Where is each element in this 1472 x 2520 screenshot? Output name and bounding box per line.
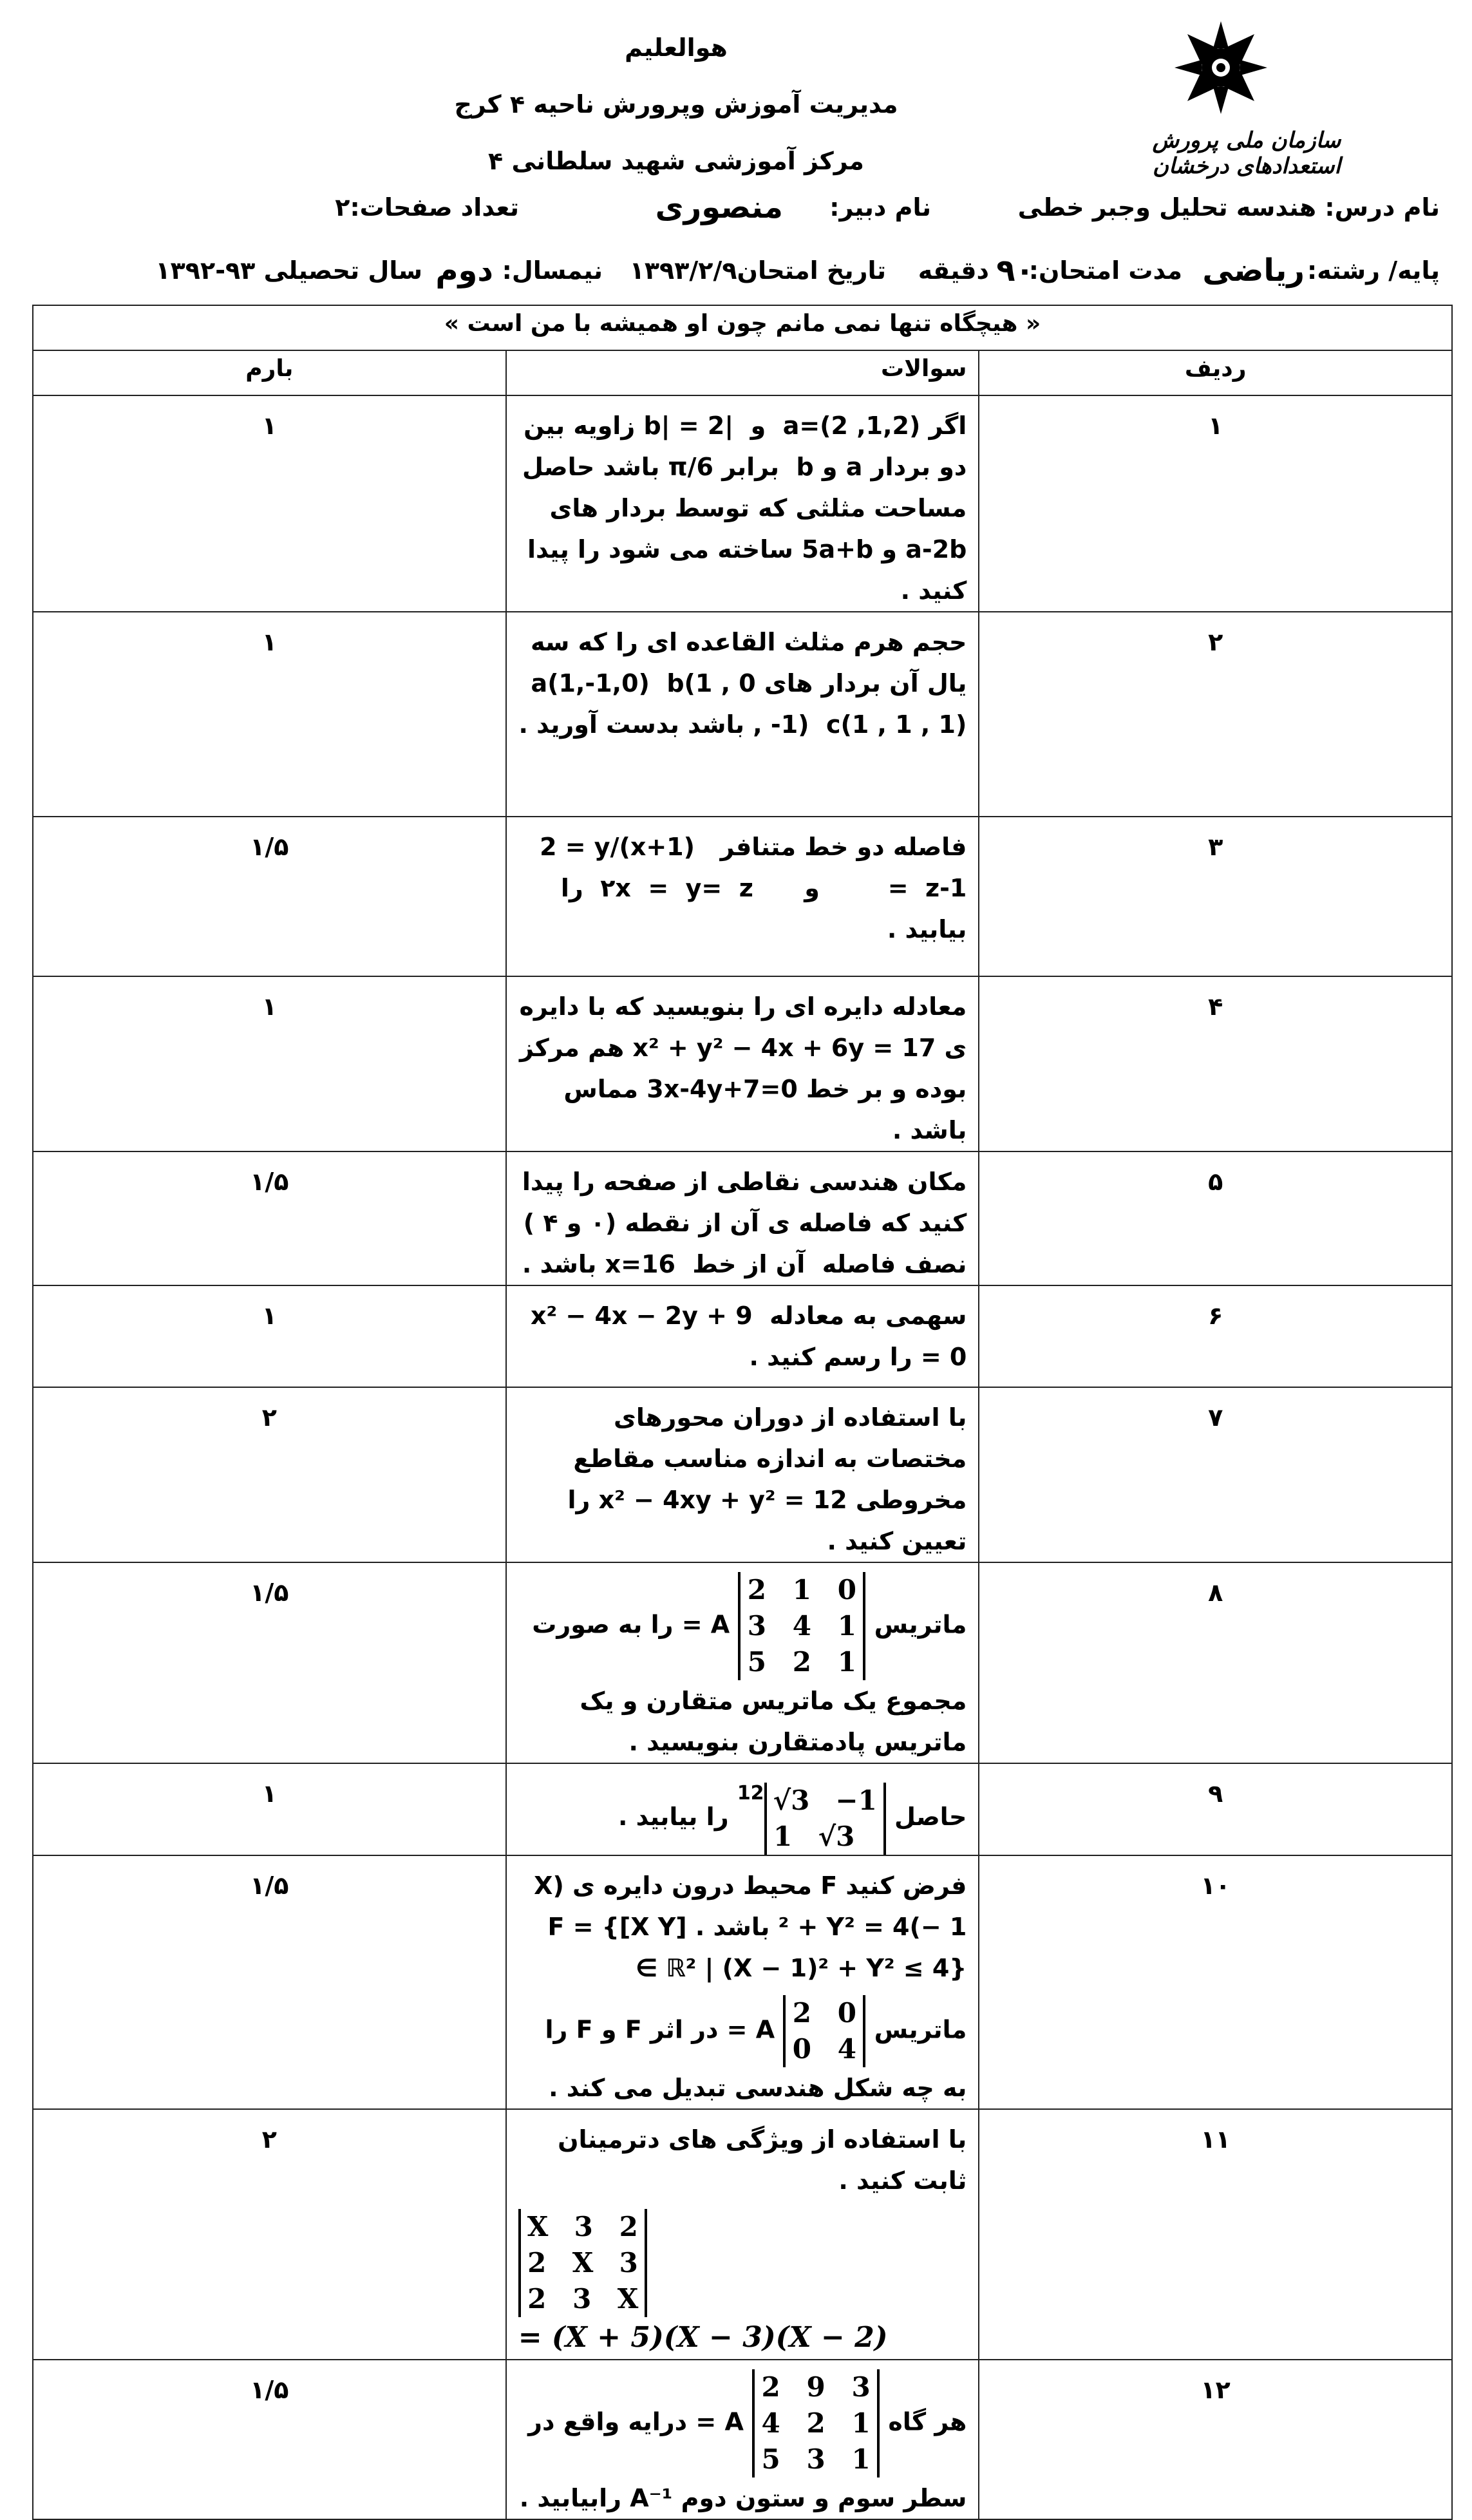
matrix-cell: √3 <box>773 1784 810 1816</box>
matrix-cell: 1 <box>837 1610 857 1642</box>
matrix-cell: 0 <box>837 1574 857 1606</box>
matrix-cell: 2 <box>761 2371 780 2403</box>
question-row <box>33 1151 1452 1285</box>
matrix-exponent: 12 <box>737 1782 764 1805</box>
matrix-a <box>752 2369 880 2477</box>
question-content <box>506 1855 979 2109</box>
teacher-name: منصوری <box>655 189 783 225</box>
question-score: ۲ <box>33 1387 506 1562</box>
matrix-cell: 5 <box>761 2443 780 2475</box>
teacher-label: نام دبیر: <box>829 193 931 222</box>
matrix-cell: 2 <box>527 2282 547 2315</box>
matrix-cell: 3 <box>851 2371 871 2403</box>
question-number: ۲ <box>979 612 1452 817</box>
question-number: ۹ <box>979 1763 1452 1855</box>
question-row <box>33 1387 1452 1562</box>
col-question-header: سوالات <box>506 350 979 395</box>
motto: « هیچگاه تنها نمی مانم چون او همیشه با من است » <box>33 305 1452 350</box>
matrix-cell: 2 <box>792 1996 812 2029</box>
matrix-cell: 2 <box>527 2246 547 2278</box>
question-text: ماتریس <box>874 1610 967 1639</box>
matrix-a <box>783 1995 865 2067</box>
duration-unit: دقیقه <box>918 256 989 285</box>
question-number: ۸ <box>979 1562 1452 1763</box>
question-number: ۱۱ <box>979 2109 1452 2360</box>
matrix-cell: 2 <box>619 2210 638 2242</box>
question-number: ۱۲ <box>979 2360 1452 2519</box>
duration-label: مدت امتحان: <box>1028 256 1182 285</box>
semester-label: نیمسال: <box>502 256 603 285</box>
matrix-cell: 1 <box>773 1820 793 1852</box>
semester-value: دوم <box>435 252 493 289</box>
course-label: نام درس: هندسه تحلیل وجبر خطی <box>1017 193 1440 222</box>
matrix-cell: 0 <box>792 2032 812 2065</box>
question-row <box>33 1855 1452 2109</box>
question-text: A = درایه واقع در سطر سوم و ستون دوم A⁻¹ رابیابید . <box>519 2407 967 2512</box>
matrix-cell: 0 <box>837 1996 857 2029</box>
columns-header-row <box>33 350 1452 395</box>
question-score: ۱ <box>33 976 506 1151</box>
determinant <box>518 2209 648 2317</box>
question-row <box>33 1285 1452 1387</box>
question-score: ۱/۵ <box>33 1562 506 1763</box>
organization-logo <box>1105 19 1388 179</box>
matrix-cell: X <box>617 2282 639 2315</box>
question-text: اگر a=(2 ,1,2) و |b| = 2 زاویه بین دو بردار a و b برابر π/6 باشد حاصل مساحت مثلثی که توسط بردار های a-2b و 5a+b ساخته می شود را پیدا کنید . <box>506 395 979 612</box>
header-titles <box>386 19 966 189</box>
matrix-cell: 3 <box>747 1610 767 1642</box>
matrix-cell: 3 <box>574 2210 593 2242</box>
matrix-cell: 2 <box>806 2407 826 2439</box>
grade-label: پایه/ رشته: <box>1307 256 1440 285</box>
matrix-cell: −1 <box>835 1784 877 1816</box>
matrix-cell: X <box>527 2210 549 2242</box>
matrix-cell: 3 <box>806 2443 826 2475</box>
info-row-course <box>64 189 1440 232</box>
question-text: فرض کنید F محیط درون دایره ی (X − 1)² + Y² = 4 باشد . F = {[X Y] ∈ ℝ² | (X − 1)² + Y² ≤ 4} <box>534 1871 967 1982</box>
matrix-cell: 3 <box>619 2246 638 2278</box>
questions-table <box>32 305 1453 2520</box>
question-text: سهمی به معادله x² − 4x − 2y + 9 = 0 را رسم کنید . <box>506 1285 979 1387</box>
header-line3: مرکز آموزشی شهید سلطانی ۴ <box>488 147 864 175</box>
question-text: حجم هرم مثلث القاعده ای را که سه یال آن بردار های a(1,-1,0) b(1 , 0 , -1) c(1 , 1 , 1) باشد بدست آورید . <box>506 612 979 817</box>
question-row <box>33 817 1452 976</box>
header-line2: مدیریت آموزش وپرورش ناحیه ۴ کرج <box>454 90 898 118</box>
question-row <box>33 2360 1452 2519</box>
matrix-cell: 9 <box>806 2371 826 2403</box>
question-row <box>33 976 1452 1151</box>
question-text: معادله دایره ای را بنویسید که با دایره ی x² + y² − 4x + 6y = 17 هم مرکز بوده و بر خط 3x-4y+7=0 مماس باشد . <box>506 976 979 1151</box>
school-year: سال تحصیلی ۹۳-۱۳۹۲ <box>155 256 422 285</box>
question-row <box>33 612 1452 817</box>
question-number: ۵ <box>979 1151 1452 1285</box>
question-text: مکان هندسی نقاطی از صفحه را پیدا کنید که فاصله ی آن از نقطه (۰ و ۴ ) نصف فاصله آن از خط x=16 باشد . <box>506 1151 979 1285</box>
question-text: با استفاده از ویژگی های دترمینان ثابت کنید . <box>558 2125 967 2195</box>
question-row <box>33 1763 1452 1855</box>
exam-date: تاریخ امتحان۱۳۹۳/۲/۹ <box>629 256 886 285</box>
question-score: ۱ <box>33 395 506 612</box>
question-score: ۱/۵ <box>33 1855 506 2109</box>
question-text: ماتریس <box>874 2015 967 2043</box>
col-score-header: بارم <box>33 350 506 395</box>
question-row <box>33 395 1452 612</box>
matrix-cell: 4 <box>761 2407 780 2439</box>
question-content <box>506 2360 979 2519</box>
question-number: ۱ <box>979 395 1452 612</box>
matrix-cell: 4 <box>792 1610 812 1642</box>
motto-row <box>33 305 1452 350</box>
header-line1: هوالعلیم <box>625 33 728 62</box>
matrix-cell: 4 <box>837 2032 857 2065</box>
question-text: حاصل <box>894 1803 967 1831</box>
question-number: ۴ <box>979 976 1452 1151</box>
matrix-cell: √3 <box>818 1820 855 1852</box>
question-number: ۱۰ <box>979 1855 1452 2109</box>
question-number: ۶ <box>979 1285 1452 1387</box>
info-row-exam <box>64 252 1440 295</box>
question-text: فاصله دو خط متنافر (x+1)/2 = y = z-1 و ۲x = y= z را بیابید . <box>506 817 979 976</box>
matrix-a <box>738 1572 865 1680</box>
matrix-cell: 5 <box>747 1646 767 1678</box>
question-score: ۲ <box>33 2109 506 2360</box>
question-text: با استفاده از دوران محورهای مختصات به اندازه مناسب مقاطع مخروطی x² − 4xy + y² = 12 را تعیین کنید . <box>506 1387 979 1562</box>
question-score: ۱/۵ <box>33 817 506 976</box>
matrix-cell: X <box>572 2246 594 2278</box>
question-row <box>33 2109 1452 2360</box>
determinant-rhs: = (X + 5)(X − 3)(X − 2) <box>518 2320 888 2354</box>
question-number: ۳ <box>979 817 1452 976</box>
question-score: ۱ <box>33 612 506 817</box>
duration-value: ۹۰ <box>996 252 1034 289</box>
question-content <box>506 1763 979 1855</box>
matrix-cell: 2 <box>747 1574 767 1606</box>
question-score: ۱/۵ <box>33 2360 506 2519</box>
pages-label: تعداد صفحات:۲ <box>335 193 519 222</box>
question-text: هر گاه <box>888 2407 967 2436</box>
grade-value: ریاضی <box>1202 252 1305 289</box>
question-number: ۷ <box>979 1387 1452 1562</box>
question-content <box>506 2109 979 2360</box>
question-content <box>506 1562 979 1763</box>
question-text: A = در اثر F و F را به چه شکل هندسی تبدیل می کند . <box>545 2015 967 2102</box>
question-row <box>33 1562 1452 1763</box>
matrix-cell: 1 <box>851 2407 871 2439</box>
matrix-cell: 3 <box>572 2282 592 2315</box>
matrix-cell: 1 <box>792 1574 812 1606</box>
question-score: ۱/۵ <box>33 1151 506 1285</box>
matrix-cell: 1 <box>851 2443 871 2475</box>
question-score: ۱ <box>33 1763 506 1855</box>
question-score: ۱ <box>33 1285 506 1387</box>
logo-text: سازمان ملی پرورش استعدادهای درخشان <box>1152 128 1341 179</box>
question-text: A = را به صورت مجموع یک ماتریس متقارن و یک ماتریس پادمتقارن بنویسید . <box>532 1610 967 1756</box>
question-text: را بیابید . <box>618 1803 729 1831</box>
matrix-cell: 2 <box>792 1646 812 1678</box>
col-row-header: ردیف <box>979 350 1452 395</box>
matrix-cell: 1 <box>837 1646 857 1678</box>
matrix-power <box>764 1783 886 1855</box>
